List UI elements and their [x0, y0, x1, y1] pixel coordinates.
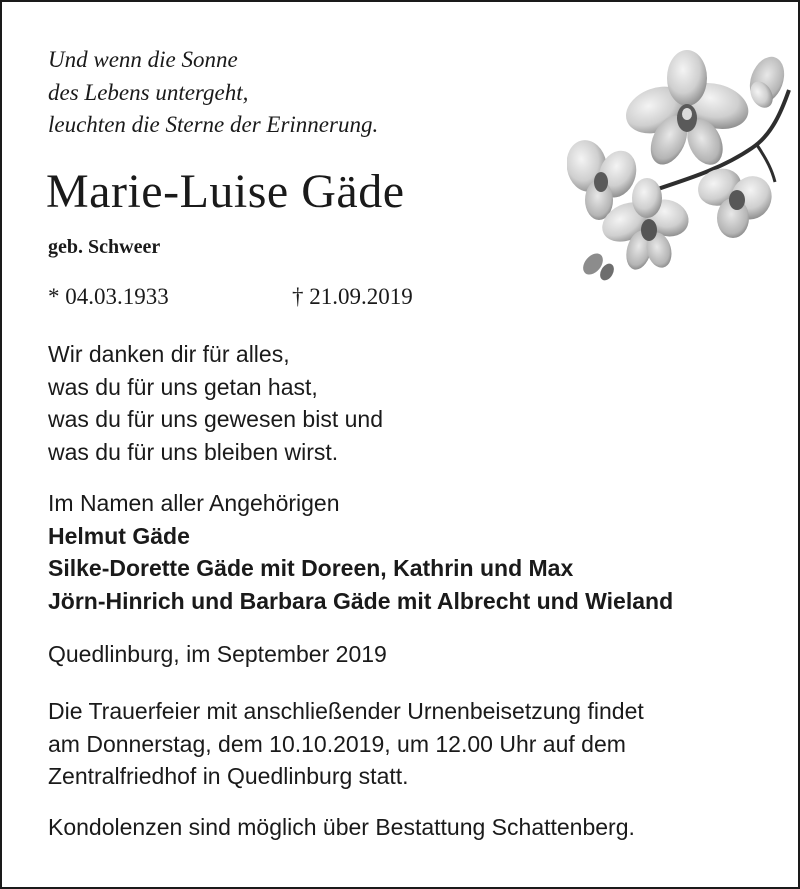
motto-line: Und wenn die Sonne [48, 47, 238, 72]
funeral-line: Zentralfriedhof in Quedlinburg statt. [48, 763, 409, 789]
mourner-name: Helmut Gäde [48, 522, 190, 549]
condolences-note: Kondolenzen sind möglich über Bestattung Schattenberg. [48, 814, 635, 840]
orchid-icon [567, 50, 792, 282]
birth-name: geb. Schweer [48, 236, 161, 258]
motto-line: des Lebens untergeht, [48, 79, 249, 105]
mourners-intro: Im Namen aller Angehörigen [48, 490, 340, 516]
mourners [48, 487, 673, 617]
poem-line: was du für uns getan hast, [48, 373, 318, 400]
poem [48, 338, 383, 468]
mourner-name: Silke-Dorette Gäde mit Doreen, Kathrin und Max [48, 555, 574, 581]
motto [48, 44, 378, 142]
death-date: † 21.09.2019 [292, 284, 413, 309]
motto-line: leuchten die Sterne der Erinnerung. [48, 112, 379, 137]
birth-date: * 04.03.1933 [48, 284, 169, 309]
poem-line: Wir danken dir für alles, [48, 341, 290, 367]
funeral-line: am Donnerstag, dem 10.10.2019, um 12.00 Uhr auf dem [48, 730, 626, 757]
place-date: Quedlinburg, im September 2019 [48, 641, 387, 667]
deceased-name: Marie-Luise Gäde [46, 165, 405, 218]
funeral-line: Die Trauerfeier mit anschließender Urnenbeisetzung findet [48, 698, 644, 724]
funeral-info [48, 695, 644, 793]
poem-line: was du für uns bleiben wirst. [48, 438, 339, 465]
poem-line: was du für uns gewesen bist und [48, 406, 383, 432]
mourner-name: Jörn-Hinrich und Barbara Gäde mit Albrecht und Wieland [48, 587, 674, 614]
